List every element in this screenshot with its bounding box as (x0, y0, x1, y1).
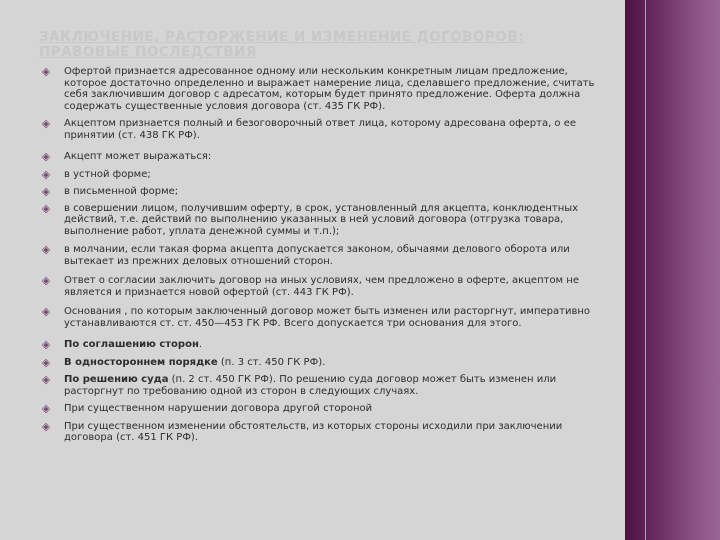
list-item (40, 186, 600, 198)
item-text: в письменной форме; (64, 186, 179, 197)
diamond-bullet-icon: ◈ (41, 305, 51, 318)
diamond-bullet-icon: ◈ (41, 150, 51, 163)
diamond-bullet-icon: ◈ (41, 185, 51, 198)
list-item (40, 374, 600, 397)
item-text: При существенном нарушении договора другой стороной (64, 403, 373, 414)
item-text: Основания , по которым заключенный договор может быть изменен или расторгнут, императивно устанавливаются ст. ст. 450—453 ГК РФ. Всего допускается три основания для этого. (64, 306, 591, 329)
list-item (40, 306, 600, 329)
bullet-list (40, 66, 600, 444)
item-text: (п. 2 ст. 450 ГК РФ). По решению суда договор может быть изменен или расторгнут по требованию одной из сторон в следующих случаях. (64, 374, 557, 397)
list-item (40, 357, 600, 369)
diamond-bullet-icon: ◈ (41, 167, 51, 181)
item-text: Офертой признается адресованное одному или нескольким конкретным лицам предложение, которое достаточно определенно и выражает намерение лица, сделавшего предложение, считать себя заключившим договор с адресатом, которым будет принято предложение. Оферта должна содержать существенные условия договора (ст. 435 ГК РФ). (64, 66, 595, 112)
decorative-stripe (645, 0, 646, 540)
item-text: Акцепт может выражаться: (64, 151, 212, 162)
list-item (40, 169, 600, 181)
diamond-bullet-icon: ◈ (41, 402, 51, 415)
diamond-bullet-icon: ◈ (41, 201, 51, 215)
list-item (40, 118, 600, 141)
list-item (40, 151, 600, 163)
item-text: При существенном изменении обстоятельств, из которых стороны исходили при заключении договора (ст. 451 ГК РФ). (64, 420, 563, 443)
diamond-bullet-icon: ◈ (41, 373, 51, 386)
diamond-bullet-icon: ◈ (41, 419, 51, 433)
item-text: (п. 3 ст. 450 ГК РФ). (217, 356, 326, 368)
list-item (40, 421, 600, 444)
item-term: По решению суда (64, 374, 169, 385)
item-term: По соглашению сторон (64, 339, 199, 350)
diamond-bullet-icon: ◈ (41, 274, 51, 287)
item-text: . (198, 339, 203, 350)
list-item (40, 244, 600, 267)
list-item (40, 275, 600, 298)
item-text: Ответ о согласии заключить договор на иных условиях, чем предложено в оферте, акцептом не является и признается новой офертой (ст. 443 ГК РФ). (64, 275, 579, 298)
diamond-bullet-icon: ◈ (41, 338, 51, 351)
item-term: В одностороннем порядке (64, 356, 218, 368)
item-text: в молчании, если такая форма акцепта допускается законом, обычаями делового оборота или вытекает из прежних деловых отношений сторон. (64, 244, 570, 267)
item-text: в устной форме; (64, 168, 151, 180)
slide-title: ЗАКЛЮЧЕНИЕ, РАСТОРЖЕНИЕ И ИЗМЕНЕНИЕ ДОГОВОРОВ: ПРАВОВЫЕ ПОСЛЕДСТВИЯ (39, 29, 524, 60)
list-item (40, 203, 600, 238)
list-item (40, 339, 600, 351)
decorative-side-band (625, 0, 720, 540)
diamond-bullet-icon: ◈ (41, 117, 51, 130)
item-text: в совершении лицом, получившим оферту, в срок, установленный для акцепта, конклюдентных действий, т.е. действий по выполнению указанных в ней условий договора (отгрузка товара, выполнение работ, уплата денежной суммы и т.п.); (64, 202, 579, 237)
list-item (40, 66, 600, 112)
diamond-bullet-icon: ◈ (41, 65, 51, 78)
item-text: Акцептом признается полный и безоговорочный ответ лица, которому адресована оферта, о ее принятии (ст. 438 ГК РФ). (64, 118, 577, 141)
diamond-bullet-icon: ◈ (41, 243, 51, 256)
diamond-bullet-icon: ◈ (41, 355, 51, 369)
list-item (40, 403, 600, 415)
